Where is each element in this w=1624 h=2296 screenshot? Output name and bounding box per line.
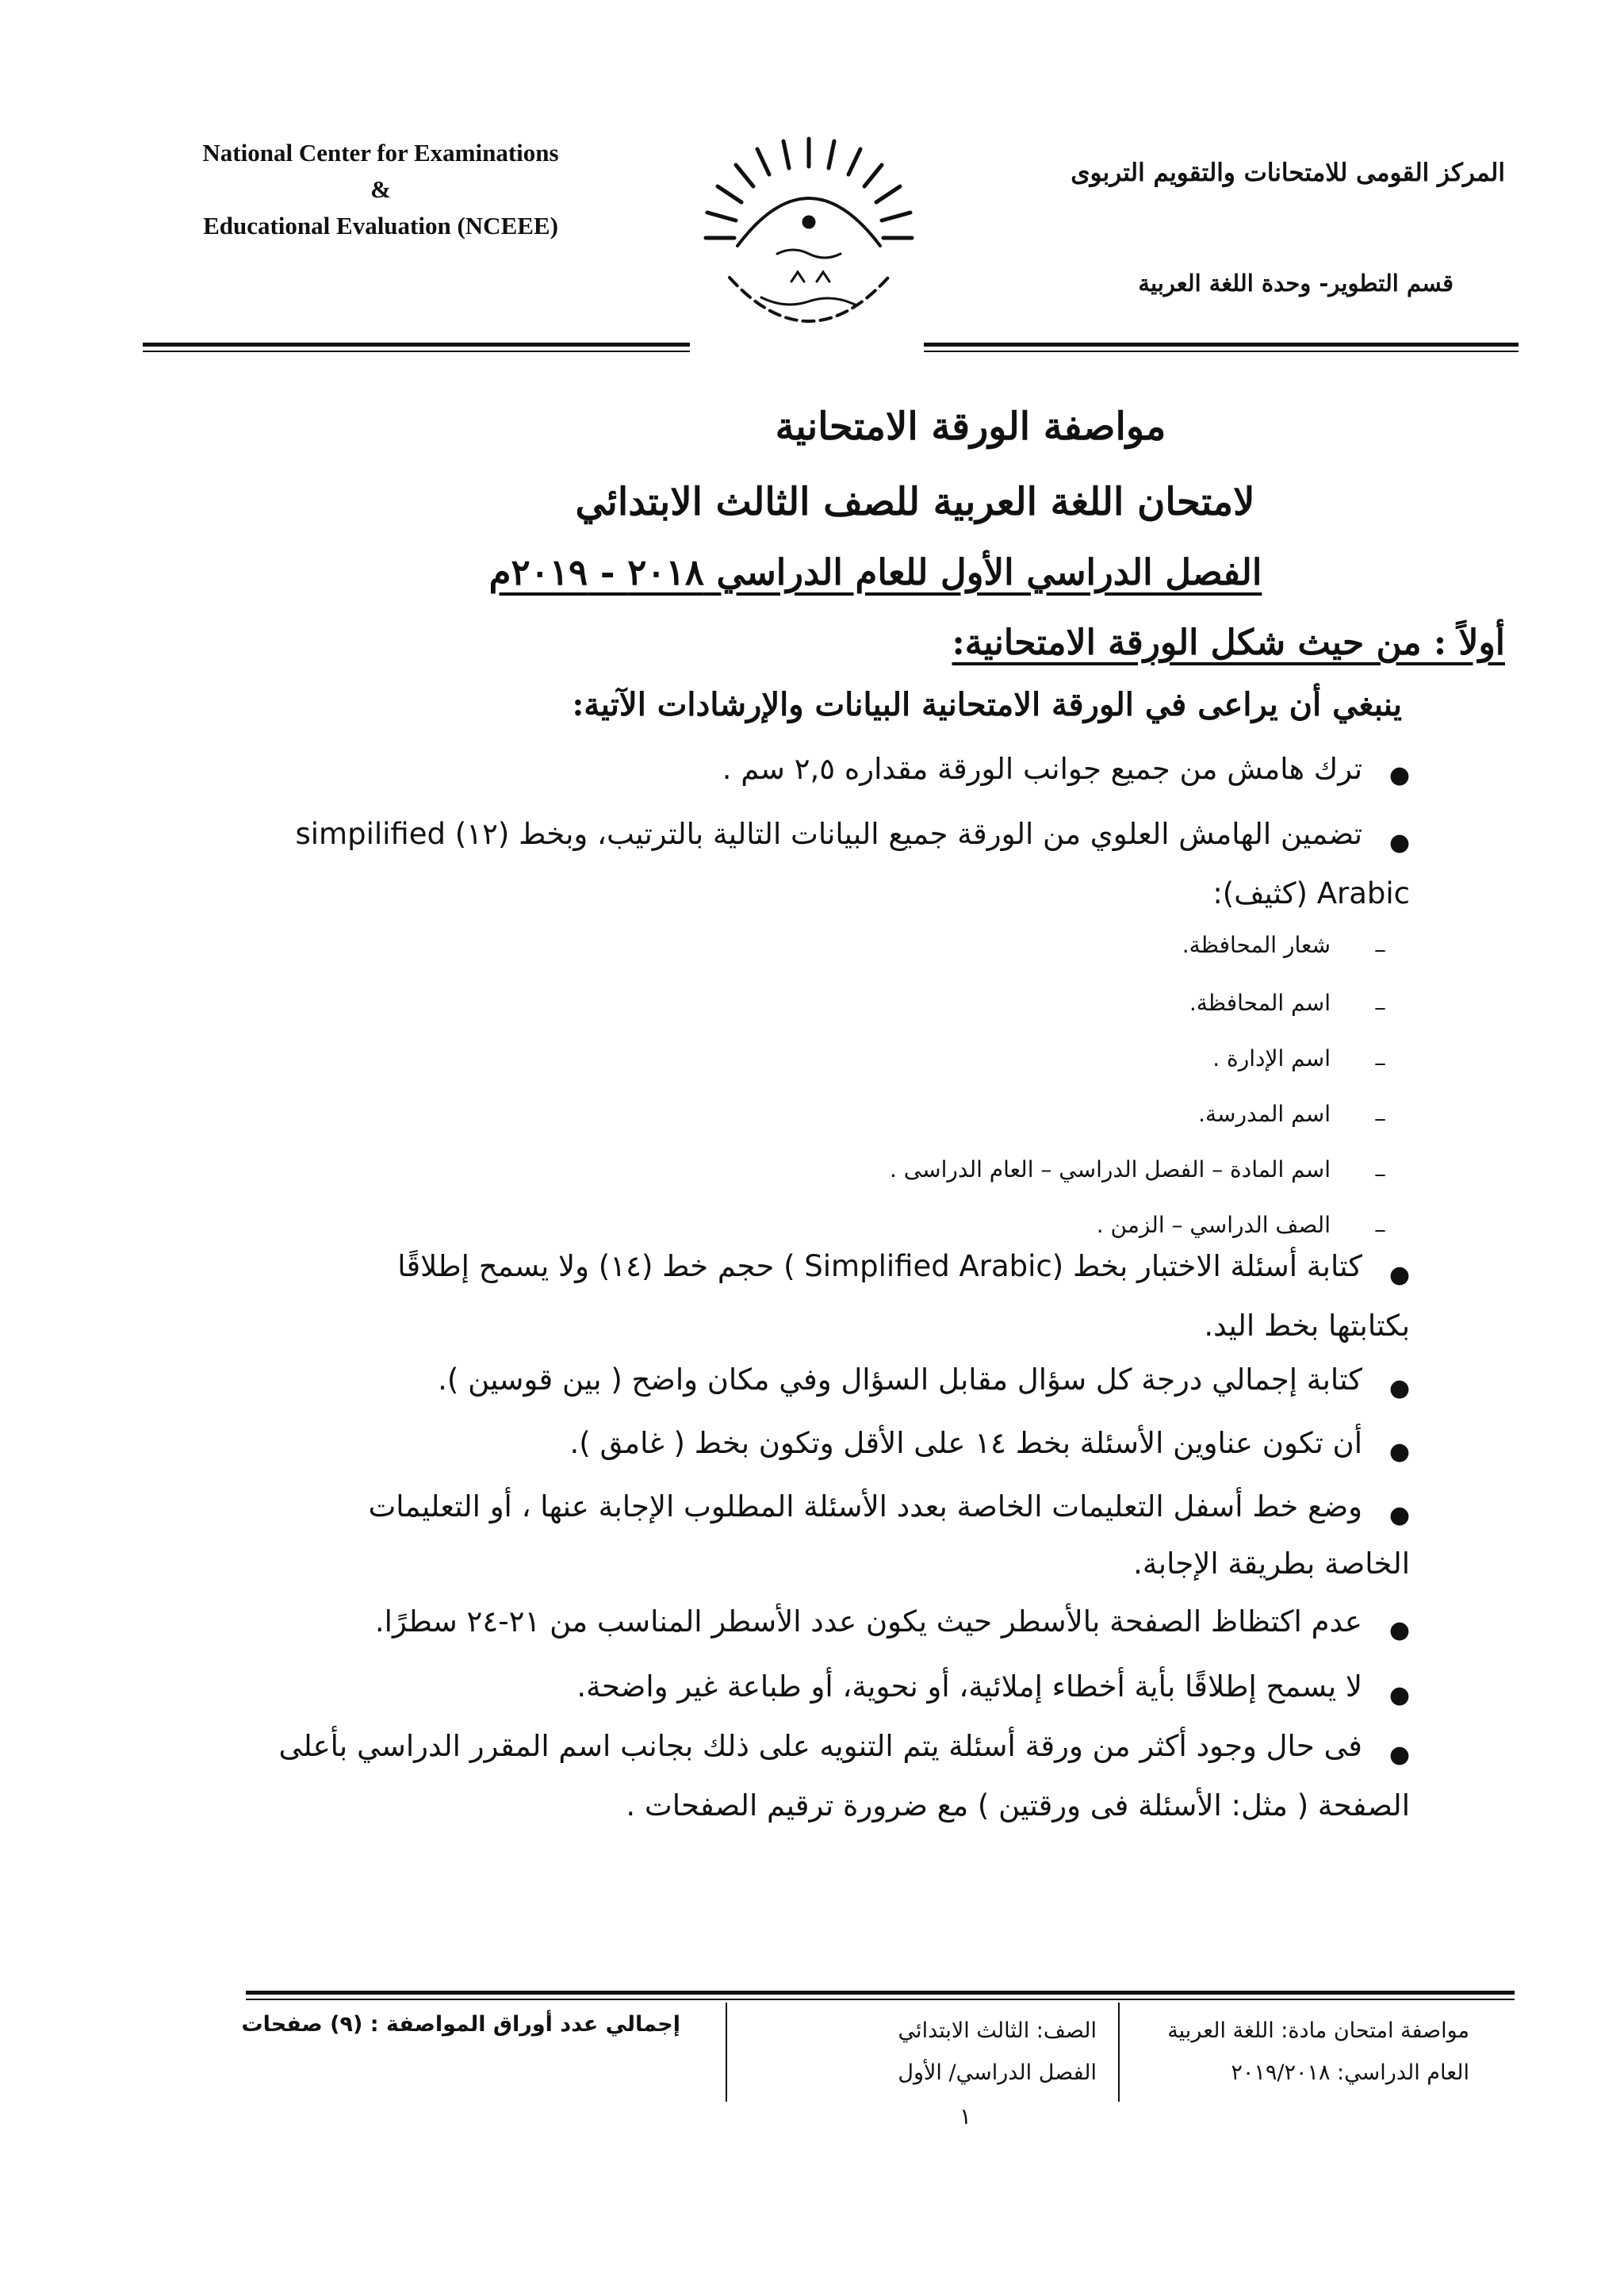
page-number: ١	[959, 2103, 972, 2129]
department-name: قسم التطوير- وحدة اللغة العربية	[1138, 270, 1454, 297]
org-name-arabic: المركز القومى للامتحانات والتقويم التربوى	[1071, 159, 1505, 187]
item-errors: لا يسمح إطلاقًا بأية أخطاء إملائية، أو نحوية، أو طباعة غير واضحة.	[576, 1669, 1362, 1704]
dash-icon: –	[1374, 994, 1386, 1022]
sub-item: اسم المادة – الفصل الدراسي – العام الدراسى .	[889, 1156, 1331, 1182]
header-rule-right	[924, 343, 1519, 347]
footer-total-pages: إجمالي عدد أوراق المواصفة : (٩) صفحات	[241, 2012, 680, 2037]
dash-icon: –	[1374, 1049, 1386, 1077]
footer-divider	[726, 2003, 727, 2102]
sub-item: شعار المحافظة.	[1182, 932, 1331, 958]
nceee-logo-icon	[690, 135, 928, 349]
footer-rule	[246, 1991, 1515, 1995]
footer-school-year: العام الدراسي: ٢٠١٩/٢٠١٨	[1231, 2060, 1469, 2085]
exam-title: لامتحان اللغة العربية للصف الثالث الابتدائي	[575, 480, 1255, 524]
item-font-cont: بكتابتها بخط اليد.	[1204, 1309, 1410, 1343]
term-title: الفصل الدراسي الأول للعام الدراسي ٢٠١٨ - ٢٠١٩م	[488, 551, 1262, 593]
header-rule-left-thin	[143, 351, 690, 352]
item-header-data: تضمين الهامش العلوي من الورقة جميع البيانات التالية بالترتيب، وبخط (١٢) simpilified	[295, 817, 1362, 851]
footer-grade: الصف: الثالث الابتدائي	[898, 2018, 1097, 2043]
item-underline-cont: الخاصة بطريقة الإجابة.	[1133, 1547, 1410, 1581]
section-heading: أولاً : من حيث شكل الورقة الامتحانية:	[952, 623, 1505, 663]
sub-item: اسم الإدارة .	[1212, 1045, 1331, 1071]
bullet-icon: ●	[1388, 1501, 1410, 1529]
footer-rule-thin	[246, 1999, 1515, 2000]
bullet-icon: ●	[1388, 1261, 1410, 1289]
item-multiple-pages: فى حال وجود أكثر من ورقة أسئلة يتم التنويه على ذلك بجانب اسم المقرر الدراسي بأعلى	[278, 1729, 1362, 1763]
org-name-line1: National Center for Examinations	[202, 139, 559, 167]
bullet-icon: ●	[1388, 1438, 1410, 1466]
item-header-data-cont: Arabic (كثيف):	[1212, 876, 1410, 910]
item-multiple-pages-cont: الصفحة ( مثل: الأسئلة فى ورقتين ) مع ضرورة ترقيم الصفحات .	[626, 1788, 1410, 1823]
sub-item: اسم المدرسة.	[1198, 1101, 1331, 1127]
item-font: كتابة أسئلة الاختبار بخط (Simplified Arabic ) حجم خط (١٤) ولا يسمح إطلاقًا	[397, 1249, 1362, 1283]
section-intro: ينبغي أن يراعى في الورقة الامتحانية البيانات والإرشادات الآتية:	[572, 686, 1402, 723]
header-rule-right-thin	[924, 351, 1519, 352]
bullet-icon: ●	[1388, 1374, 1410, 1402]
org-name-english	[159, 135, 603, 244]
footer-term: الفصل الدراسي/ الأول	[898, 2060, 1097, 2085]
footer-spec-subject: مواصفة امتحان مادة: اللغة العربية	[1167, 2018, 1469, 2043]
org-name-line2: &	[370, 175, 391, 203]
dash-icon: –	[1374, 1160, 1386, 1188]
bullet-icon: ●	[1388, 1681, 1410, 1709]
dash-icon: –	[1374, 1105, 1386, 1133]
footer-divider	[1118, 2003, 1120, 2102]
item-headings: أن تكون عناوين الأسئلة بخط ١٤ على الأقل وتكون بخط ( غامق ).	[569, 1426, 1362, 1460]
header-rule-left	[143, 343, 690, 347]
bullet-icon: ●	[1388, 1741, 1410, 1769]
dash-icon: –	[1374, 936, 1386, 964]
sub-item: الصف الدراسي – الزمن .	[1096, 1212, 1331, 1238]
item-grade-total: كتابة إجمالي درجة كل سؤال مقابل السؤال وفي مكان واضح ( بين قوسين ).	[438, 1363, 1362, 1397]
bullet-icon: ●	[1388, 761, 1410, 789]
org-name-line3: Educational Evaluation (NCEEE)	[203, 212, 558, 240]
bullet-icon: ●	[1388, 829, 1410, 857]
document-title: مواصفة الورقة الامتحانية	[775, 404, 1166, 449]
sub-item: اسم المحافظة.	[1189, 990, 1331, 1016]
dash-icon: –	[1374, 1216, 1386, 1244]
bullet-icon: ●	[1388, 1616, 1410, 1644]
item-lines: عدم اكتظاظ الصفحة بالأسطر حيث يكون عدد الأسطر المناسب من ٢١-٢٤ سطرًا.	[374, 1604, 1362, 1639]
item-margin: ترك هامش من جميع جوانب الورقة مقداره ٢,٥ سم .	[722, 752, 1362, 786]
item-underline: وضع خط أسفل التعليمات الخاصة بعدد الأسئلة المطلوب الإجابة عنها ، أو التعليمات	[368, 1489, 1362, 1524]
